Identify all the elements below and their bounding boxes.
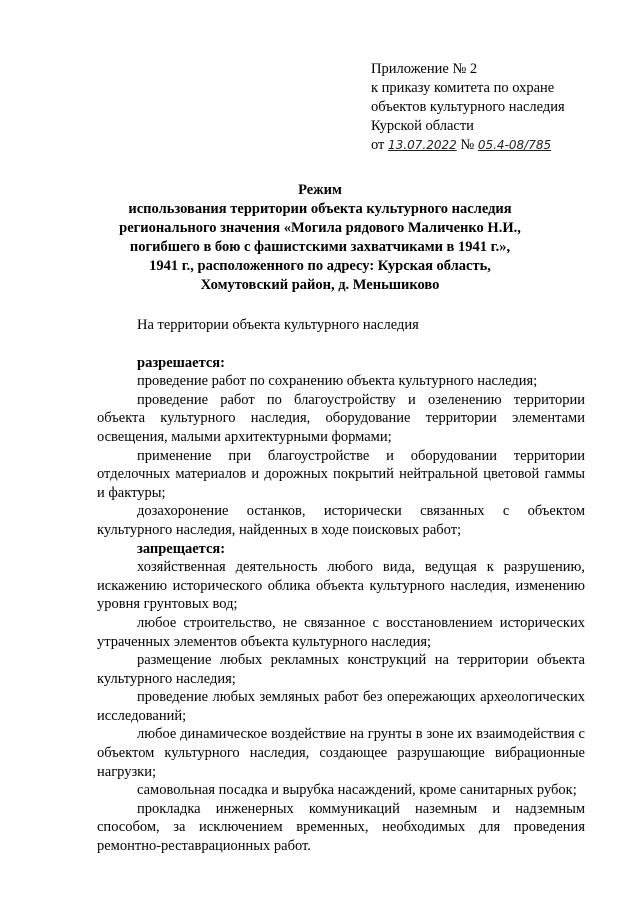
title-line: 1941 г., расположенного по адресу: Курская область, [149, 258, 491, 274]
intro-paragraph: На территории объекта культурного наследия [137, 317, 419, 333]
forbidden-item: прокладка инженерных коммуникаций наземным и надземным способом, за исключением временных, необходимых для проведения ремонтно-реставрационных работ. [97, 800, 585, 855]
appendix-block [371, 60, 626, 155]
order-date-prefix: от [371, 137, 385, 153]
appendix-line: объектов культурного наследия [371, 99, 565, 115]
document-title [90, 181, 550, 295]
forbidden-heading: запрещается: [137, 540, 226, 557]
document-body [97, 316, 585, 856]
appendix-line: к приказу комитета по охране [371, 80, 555, 96]
title-line: использования территории объекта культурного наследия [128, 201, 512, 217]
forbidden-item: любое строительство, не связанное с восстановлением исторических утраченных элементов объекта культурного наследия; [97, 614, 585, 650]
order-number-sign: № [460, 137, 475, 153]
allowed-item: применение при благоустройстве и оборудовании территории отделочных материалов и дорожных покрытий нейтральной цветовой гаммы и фактуры; [97, 447, 585, 501]
forbidden-item: проведение любых земляных работ без опережающих археологических исследований; [97, 689, 585, 724]
title-line: погибшего в бою с фашистскими захватчиками в 1941 г.», [129, 239, 511, 255]
allowed-heading: разрешается: [137, 354, 225, 371]
title-line: Хомутовский район, д. Меньшиково [200, 277, 440, 293]
forbidden-item: самовольная посадка и вырубка насаждений, кроме санитарных рубок; [137, 782, 577, 799]
allowed-item: проведение работ по благоустройству и озеленению территории объекта культурного наследия, оборудование территории элементами освещения, малыми архитектурными формами; [97, 391, 585, 445]
appendix-line: Приложение № 2 [371, 61, 478, 77]
allowed-item: дозахоронение останков, исторически связанных с объектом культурного наследия, найденных в ходе поисковых работ; [97, 503, 585, 538]
order-date-number-line [371, 136, 626, 155]
title-line: Режим [298, 182, 342, 198]
order-date-handwritten: 13.07.2022 [388, 138, 457, 152]
appendix-line: Курской области [371, 118, 474, 134]
order-number-handwritten: 05.4-08/785 [477, 138, 552, 152]
forbidden-item: размещение любых рекламных конструкций на территории объекта культурного наследия; [97, 652, 585, 687]
forbidden-item: хозяйственная деятельность любого вида, ведущая к разрушению, искажению исторического облика объекта культурного наследия, изменению уровня грунтовых вод; [97, 559, 585, 613]
allowed-item: проведение работ по сохранению объекта культурного наследия; [137, 373, 538, 390]
title-line: регионального значения «Могила рядового Маличенко Н.И., [119, 220, 521, 236]
forbidden-item: любое динамическое воздействие на грунты в зоне их взаимодействия с объектом культурного наследия, создающее разрушающие вибрационные нагрузки; [97, 726, 585, 780]
